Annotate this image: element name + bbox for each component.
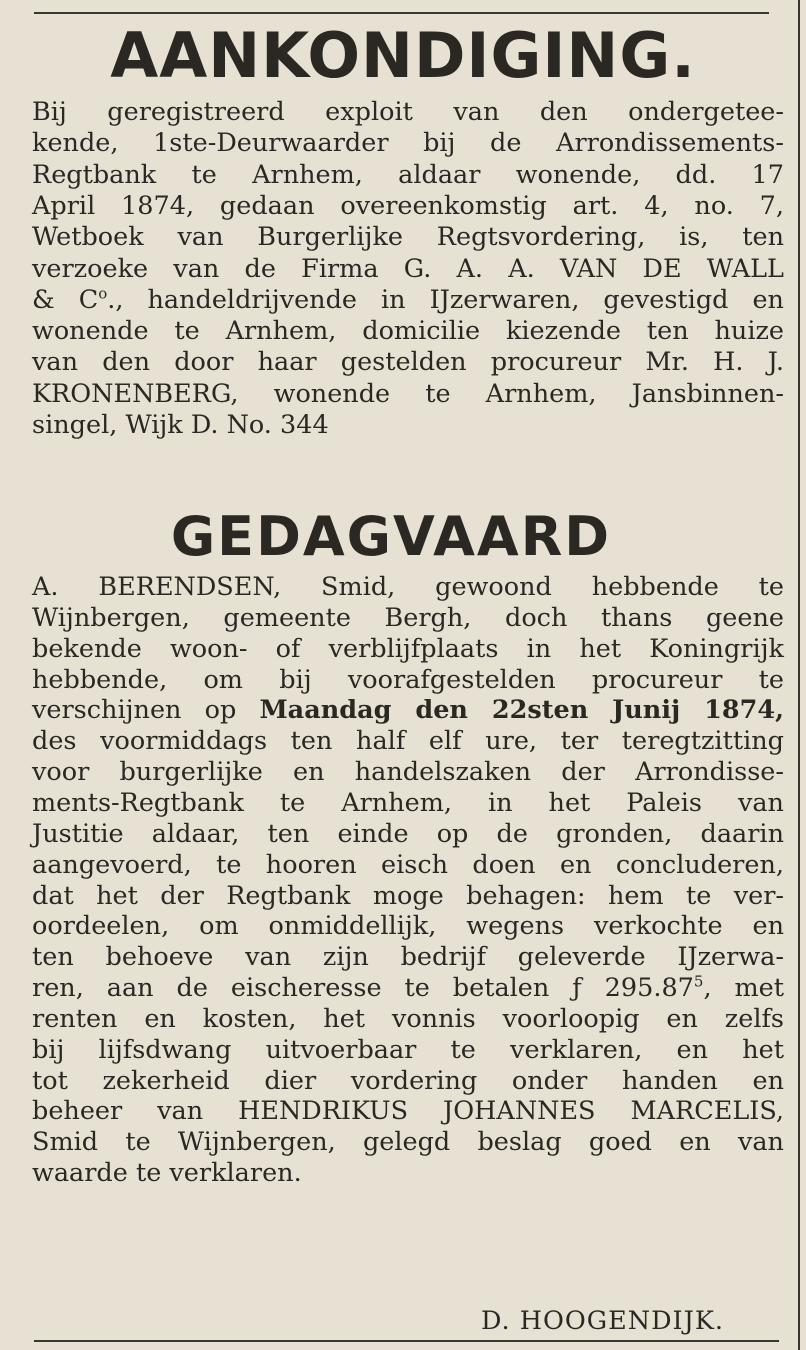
text-line: renten en kosten, het vonnis voorloopig en zelfs: [32, 1004, 784, 1034]
text-line: Smid te Wijnbergen, gelegd beslag goed en van: [32, 1127, 784, 1157]
firm-mark-end: .,: [107, 285, 124, 315]
text-line: beheer van HENDRIKUS JOHANNES MARCELIS,: [32, 1096, 784, 1126]
text-line: kende, 1ste-Deurwaarder bij de Arrondissements-: [32, 128, 784, 158]
text-line: Bij geregistreerd exploit van den ondergetee-: [32, 97, 784, 127]
text-line: hebbende, om bij voorafgestelden procureur te: [32, 665, 784, 695]
text-line: bij lijfsdwang uitvoerbaar te verklaren, en het: [32, 1035, 784, 1065]
text-line: waarde te verklaren.: [32, 1158, 302, 1188]
amount-prefix: ren, aan de eischeresse te betalen: [32, 973, 550, 1003]
text-line: voor burgerlijke en handelszaken der Arrondisse-: [32, 757, 784, 787]
text-line: Justitie aldaar, ten einde op de gronden, daarin: [32, 819, 784, 849]
bottom-rule: [34, 1340, 779, 1342]
heading-aankondiging: AANKONDIGING.: [110, 19, 696, 92]
text-line: [32, 694, 784, 726]
amount-suffix: , met: [703, 973, 785, 1003]
text-line: Regtbank te Arnhem, aldaar wonende, dd. 17: [32, 160, 784, 190]
column-divider: [798, 0, 800, 1350]
text-line: tot zekerheid dier vordering onder handen en: [32, 1066, 784, 1096]
text-line: A. BERENDSEN, Smid, gewoond hebbende te: [32, 572, 784, 602]
text-line: singel, Wijk D. No. 344: [32, 410, 329, 440]
text-line: des voormiddags ten half elf ure, ter teregtzitting: [32, 726, 784, 756]
text-line: oordeelen, om onmiddellijk, wegens verkochte en: [32, 911, 784, 941]
text-line: Wijnbergen, gemeente Bergh, doch thans geene: [32, 603, 784, 633]
appear-prefix: verschijnen op: [32, 695, 237, 725]
heading-gedagvaard: GEDAGVAARD: [170, 505, 612, 568]
text-line: wonende te Arnhem, domicilie kiezende ten huize: [32, 316, 784, 346]
text-line: verzoeke van de Firma G. A. A. VAN DE WALL: [32, 254, 784, 284]
text-line: bekende woon- of verblijfplaats in het Koningrijk: [32, 634, 784, 664]
firm-mark: & C: [32, 285, 99, 315]
text-line: van den door haar gestelden procureur Mr. H. J.: [32, 347, 784, 377]
text-line: KRONENBERG, wonende te Arnhem, Jansbinnen-: [32, 379, 784, 409]
amount-value: ƒ 295.87: [572, 973, 694, 1003]
text-line: dat het der Regtbank moge behagen: hem te ver-: [32, 881, 784, 911]
line-text: handeldrijvende in IJzerwaren, gevestigd en: [147, 285, 784, 315]
hearing-date: Maandag den 22sten Junij 1874,: [259, 695, 784, 725]
firm-mark-sup: o: [98, 284, 108, 303]
text-line: ments-Regtbank te Arnhem, in het Paleis van: [32, 788, 784, 818]
text-line: ten behoeve van zijn bedrijf geleverde IJzerwa-: [32, 942, 784, 972]
text-line: April 1874, gedaan overeenkomstig art. 4, no. 7,: [32, 191, 784, 221]
signature: D. HOOGENDIJK.: [481, 1306, 724, 1336]
text-line: [32, 284, 784, 316]
text-line: aangevoerd, te hooren eisch doen en concluderen,: [32, 850, 784, 880]
amount-sup: 5: [693, 972, 704, 991]
text-line: Wetboek van Burgerlijke Regtsvordering, is, ten: [32, 222, 784, 252]
text-line: [32, 972, 784, 1004]
